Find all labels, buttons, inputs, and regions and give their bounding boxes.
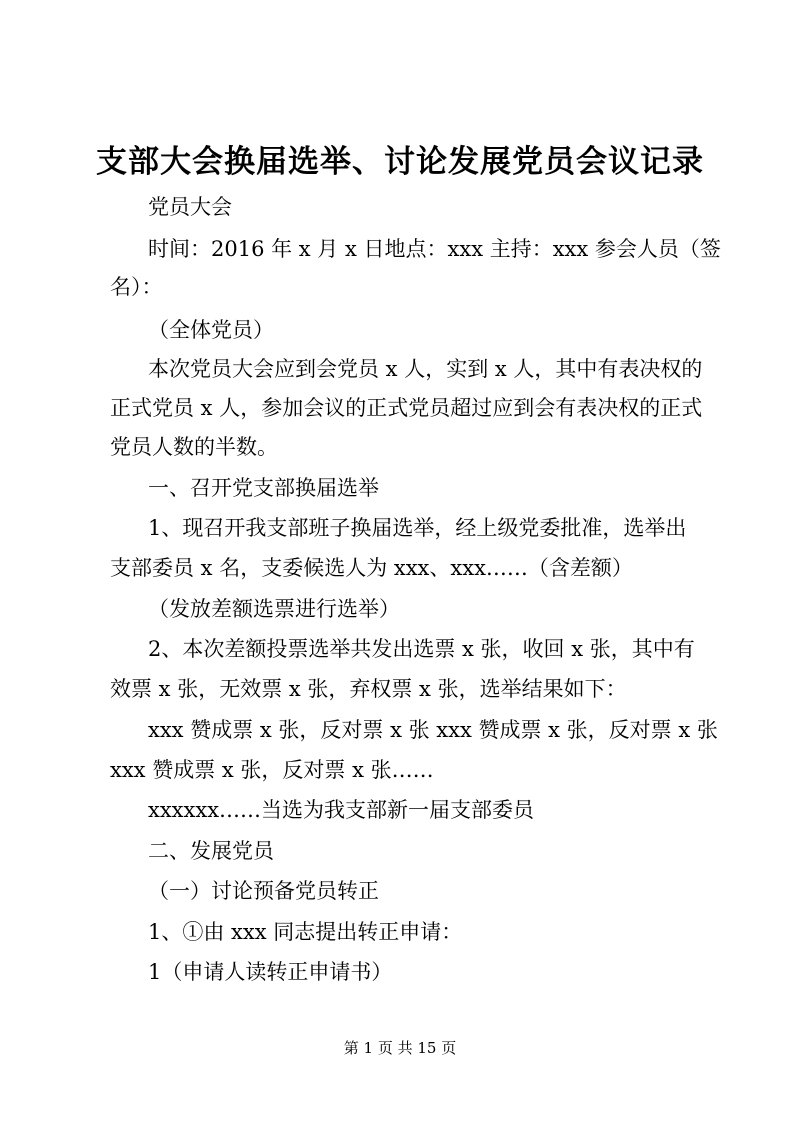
text-line: 支部委员 x 名，支委候选人为 xxx、xxx……（含差额） [110,556,633,580]
text-line: xxx 赞成票 x 张，反对票 x 张 xxx 赞成票 x 张，反对票 x 张 [148,718,718,742]
text-line: （发放差额选票进行选举） [148,597,400,621]
subsection-heading: （一）讨论预备党员转正 [148,879,379,903]
section-heading: 一、召开党支部换届选举 [148,476,379,500]
text-line: 正式党员 x 人，参加会议的正式党员超过应到会有表决权的正式 [110,396,703,420]
text-line: 本次党员大会应到会党员 x 人，实到 x 人，其中有表决权的 [148,357,703,381]
section-heading: 二、发展党员 [148,839,274,863]
text-line: 1、现召开我支部班子换届选举，经上级党委批准，选举出 [148,516,687,540]
text-line: 1、①由 xxx 同志提出转正申请： [148,920,463,944]
text-line: 名）： [110,275,163,299]
text-line: 党员人数的半数。 [110,435,278,459]
text-line: 党员大会 [148,195,232,219]
text-line: xxx 赞成票 x 张，反对票 x 张…… [110,758,434,782]
text-line: 时间：2016 年 x 月 x 日地点：xxx 主持：xxx 参会人员（签 [148,237,721,261]
text-line: xxxxxx……当选为我支部新一届支部委员 [148,798,535,822]
text-line: 2、本次差额投票选举共发出选票 x 张，收回 x 张，其中有 [148,637,695,661]
text-line: 1（申请人读转正申请书） [148,960,393,984]
document-title: 支部大会换届选举、讨论发展党员会议记录 [96,144,704,180]
page-number-footer: 第 1 页 共 15 页 [343,1039,457,1057]
text-line: （全体党员） [148,318,274,342]
text-line: 效票 x 张，无效票 x 张，弃权票 x 张，选举结果如下： [110,677,627,701]
